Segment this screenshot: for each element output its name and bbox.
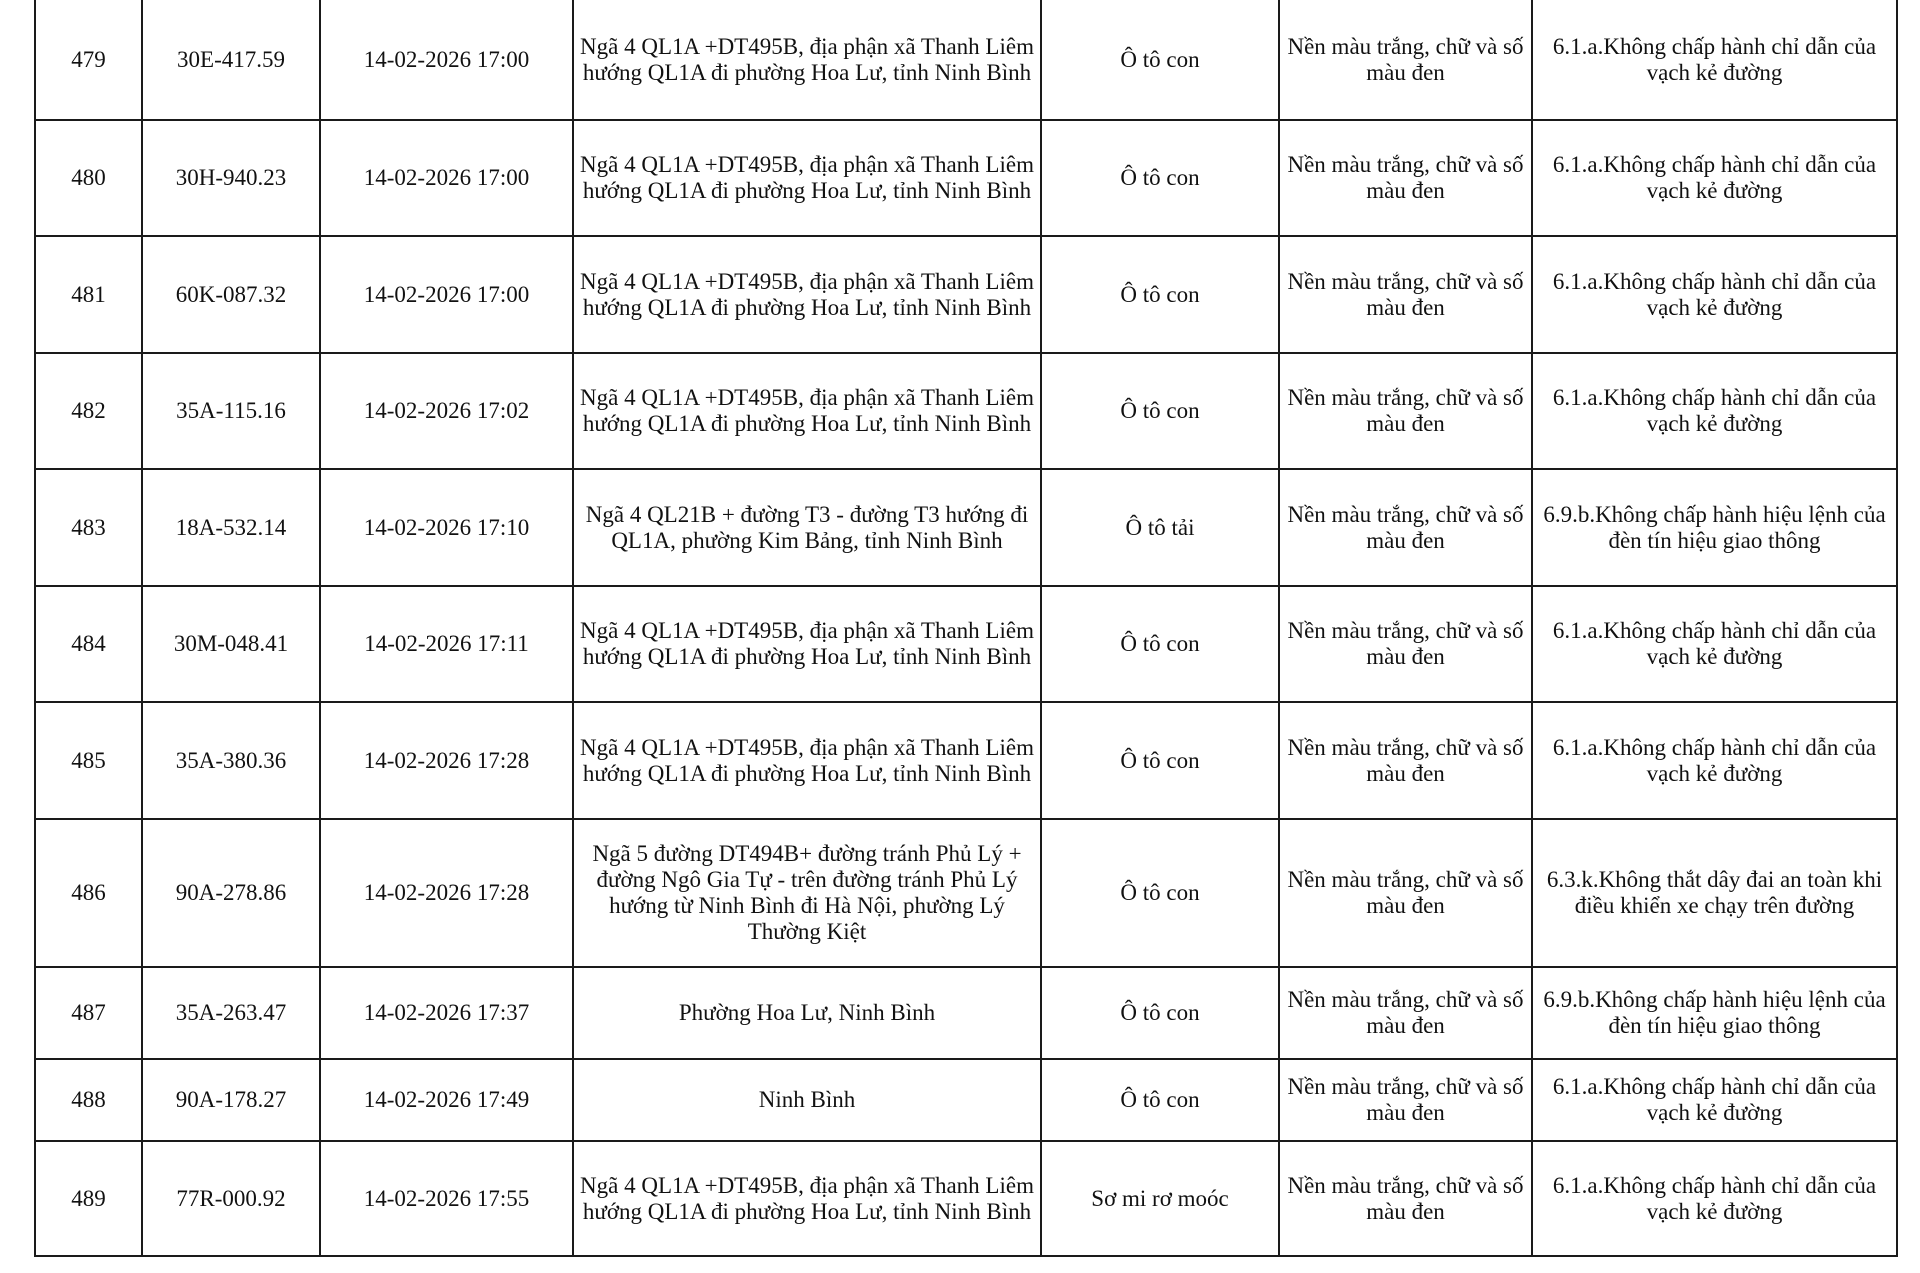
location-cell: Ngã 4 QL1A +DT495B, địa phận xã Thanh Liêm hướng QL1A đi phường Hoa Lư, tỉnh Ninh Bình <box>573 586 1041 702</box>
violation-time-cell: 14-02-2026 17:28 <box>320 819 573 967</box>
vehicle-type-cell: Ô tô con <box>1041 120 1279 236</box>
table-row <box>35 0 1897 120</box>
plate-color-cell: Nền màu trắng, chữ và số màu đen <box>1279 586 1532 702</box>
vehicle-type-cell: Ô tô con <box>1041 0 1279 120</box>
location-cell: Ngã 5 đường DT494B+ đường tránh Phủ Lý + đường Ngô Gia Tự - trên đường tránh Phủ Lý hướng từ Ninh Bình đi Hà Nội, phường Lý Thường Kiệt <box>573 819 1041 967</box>
violation-time-cell: 14-02-2026 17:00 <box>320 0 573 120</box>
vehicle-type-cell: Ô tô con <box>1041 967 1279 1059</box>
violation-time-cell: 14-02-2026 17:55 <box>320 1141 573 1256</box>
row-number-cell: 484 <box>35 586 142 702</box>
violation-cell: 6.1.a.Không chấp hành chỉ dẫn của vạch kẻ đường <box>1532 702 1897 819</box>
violation-time-cell: 14-02-2026 17:00 <box>320 236 573 353</box>
license-plate-cell: 90A-178.27 <box>142 1059 320 1141</box>
vehicle-type-cell: Ô tô con <box>1041 586 1279 702</box>
plate-color-cell: Nền màu trắng, chữ và số màu đen <box>1279 819 1532 967</box>
violation-cell: 6.1.a.Không chấp hành chỉ dẫn của vạch kẻ đường <box>1532 586 1897 702</box>
license-plate-cell: 18A-532.14 <box>142 469 320 586</box>
license-plate-cell: 35A-263.47 <box>142 967 320 1059</box>
location-cell: Ngã 4 QL1A +DT495B, địa phận xã Thanh Liêm hướng QL1A đi phường Hoa Lư, tỉnh Ninh Bình <box>573 353 1041 469</box>
license-plate-cell: 77R-000.92 <box>142 1141 320 1256</box>
violation-cell: 6.9.b.Không chấp hành hiệu lệnh của đèn tín hiệu giao thông <box>1532 469 1897 586</box>
location-cell: Ngã 4 QL1A +DT495B, địa phận xã Thanh Liêm hướng QL1A đi phường Hoa Lư, tỉnh Ninh Bình <box>573 702 1041 819</box>
violation-time-cell: 14-02-2026 17:28 <box>320 702 573 819</box>
table-row <box>35 236 1897 353</box>
plate-color-cell: Nền màu trắng, chữ và số màu đen <box>1279 469 1532 586</box>
row-number-cell: 483 <box>35 469 142 586</box>
location-cell: Ngã 4 QL1A +DT495B, địa phận xã Thanh Liêm hướng QL1A đi phường Hoa Lư, tỉnh Ninh Bình <box>573 120 1041 236</box>
violation-time-cell: 14-02-2026 17:37 <box>320 967 573 1059</box>
violation-cell: 6.1.a.Không chấp hành chỉ dẫn của vạch kẻ đường <box>1532 0 1897 120</box>
table-row <box>35 1059 1897 1141</box>
plate-color-cell: Nền màu trắng, chữ và số màu đen <box>1279 967 1532 1059</box>
plate-color-cell: Nền màu trắng, chữ và số màu đen <box>1279 120 1532 236</box>
vehicle-type-cell: Sơ mi rơ moóc <box>1041 1141 1279 1256</box>
table-row <box>35 819 1897 967</box>
row-number-cell: 481 <box>35 236 142 353</box>
license-plate-cell: 35A-380.36 <box>142 702 320 819</box>
vehicle-type-cell: Ô tô tải <box>1041 469 1279 586</box>
plate-color-cell: Nền màu trắng, chữ và số màu đen <box>1279 236 1532 353</box>
violation-cell: 6.3.k.Không thắt dây đai an toàn khi điều khiển xe chạy trên đường <box>1532 819 1897 967</box>
location-cell: Ngã 4 QL21B + đường T3 - đường T3 hướng đi QL1A, phường Kim Bảng, tỉnh Ninh Bình <box>573 469 1041 586</box>
row-number-cell: 486 <box>35 819 142 967</box>
license-plate-cell: 30M-048.41 <box>142 586 320 702</box>
violation-time-cell: 14-02-2026 17:10 <box>320 469 573 586</box>
violation-cell: 6.1.a.Không chấp hành chỉ dẫn của vạch kẻ đường <box>1532 236 1897 353</box>
vehicle-type-cell: Ô tô con <box>1041 819 1279 967</box>
violation-cell: 6.1.a.Không chấp hành chỉ dẫn của vạch kẻ đường <box>1532 120 1897 236</box>
table-row <box>35 702 1897 819</box>
plate-color-cell: Nền màu trắng, chữ và số màu đen <box>1279 1141 1532 1256</box>
vehicle-type-cell: Ô tô con <box>1041 353 1279 469</box>
plate-color-cell: Nền màu trắng, chữ và số màu đen <box>1279 702 1532 819</box>
vehicle-type-cell: Ô tô con <box>1041 702 1279 819</box>
license-plate-cell: 30H-940.23 <box>142 120 320 236</box>
vehicle-type-cell: Ô tô con <box>1041 236 1279 353</box>
table-row <box>35 967 1897 1059</box>
vehicle-type-cell: Ô tô con <box>1041 1059 1279 1141</box>
row-number-cell: 488 <box>35 1059 142 1141</box>
row-number-cell: 485 <box>35 702 142 819</box>
row-number-cell: 479 <box>35 0 142 120</box>
table-row <box>35 586 1897 702</box>
row-number-cell: 487 <box>35 967 142 1059</box>
plate-color-cell: Nền màu trắng, chữ và số màu đen <box>1279 353 1532 469</box>
location-cell: Ninh Bình <box>573 1059 1041 1141</box>
violations-table <box>34 0 1898 1257</box>
violation-time-cell: 14-02-2026 17:02 <box>320 353 573 469</box>
violation-time-cell: 14-02-2026 17:00 <box>320 120 573 236</box>
location-cell: Phường Hoa Lư, Ninh Bình <box>573 967 1041 1059</box>
location-cell: Ngã 4 QL1A +DT495B, địa phận xã Thanh Liêm hướng QL1A đi phường Hoa Lư, tỉnh Ninh Bình <box>573 0 1041 120</box>
row-number-cell: 489 <box>35 1141 142 1256</box>
row-number-cell: 480 <box>35 120 142 236</box>
table-row <box>35 469 1897 586</box>
violation-cell: 6.1.a.Không chấp hành chỉ dẫn của vạch kẻ đường <box>1532 1059 1897 1141</box>
violation-cell: 6.9.b.Không chấp hành hiệu lệnh của đèn tín hiệu giao thông <box>1532 967 1897 1059</box>
license-plate-cell: 90A-278.86 <box>142 819 320 967</box>
table-row <box>35 120 1897 236</box>
location-cell: Ngã 4 QL1A +DT495B, địa phận xã Thanh Liêm hướng QL1A đi phường Hoa Lư, tỉnh Ninh Bình <box>573 1141 1041 1256</box>
location-cell: Ngã 4 QL1A +DT495B, địa phận xã Thanh Liêm hướng QL1A đi phường Hoa Lư, tỉnh Ninh Bình <box>573 236 1041 353</box>
violation-time-cell: 14-02-2026 17:49 <box>320 1059 573 1141</box>
violation-cell: 6.1.a.Không chấp hành chỉ dẫn của vạch kẻ đường <box>1532 353 1897 469</box>
violation-time-cell: 14-02-2026 17:11 <box>320 586 573 702</box>
row-number-cell: 482 <box>35 353 142 469</box>
license-plate-cell: 35A-115.16 <box>142 353 320 469</box>
license-plate-cell: 60K-087.32 <box>142 236 320 353</box>
table-row <box>35 353 1897 469</box>
violation-cell: 6.1.a.Không chấp hành chỉ dẫn của vạch kẻ đường <box>1532 1141 1897 1256</box>
license-plate-cell: 30E-417.59 <box>142 0 320 120</box>
plate-color-cell: Nền màu trắng, chữ và số màu đen <box>1279 0 1532 120</box>
table-row <box>35 1141 1897 1256</box>
plate-color-cell: Nền màu trắng, chữ và số màu đen <box>1279 1059 1532 1141</box>
